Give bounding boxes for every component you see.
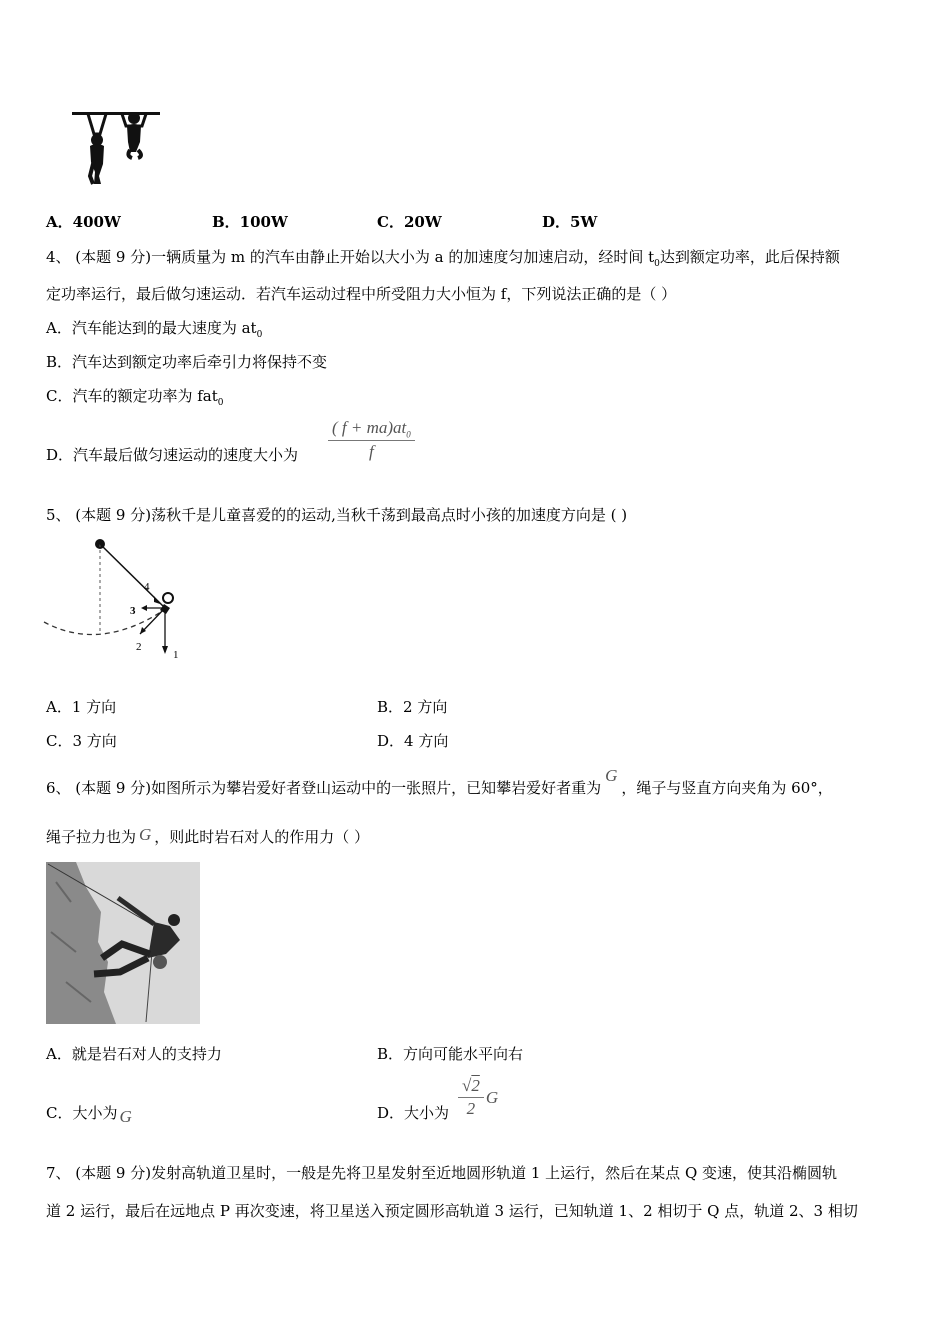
label-4: 4	[144, 581, 150, 593]
q3-option-b: B．100W	[212, 213, 288, 231]
q5-stem: 5、 (本题 9 分)荡秋千是儿童喜爱的的运动,当秋千荡到最高点时小孩的加速度方向是 ( )	[46, 506, 628, 524]
q6-stem-line1: 6、 (本题 9 分)如图所示为攀岩爱好者登山运动中的一张照片，已知攀岩爱好者重为G，绳子与竖直方向夹角为 60°，	[46, 766, 833, 797]
q7-stem-line1: 7、 (本题 9 分)发射高轨道卫星时，一般是先将卫星发射至近地圆形轨道 1 上运行，然后在某点 Q 变速，使其沿椭圆轨	[46, 1164, 838, 1182]
q4-option-b: B．汽车达到额定功率后牵引力将保持不变	[46, 353, 328, 371]
swing-diagram	[40, 534, 190, 664]
q5-option-d: D．4 方向	[377, 732, 449, 750]
q5-option-c: C．3 方向	[46, 732, 117, 750]
q5-option-a: A．1 方向	[46, 698, 117, 716]
q6-option-a: A．就是岩石对人的支持力	[46, 1045, 222, 1063]
q6-option-d: D．大小为	[377, 1104, 450, 1122]
q7-stem-line2: 道 2 运行，最后在远地点 P 再次变速，将卫星送入预定圆形高轨道 3 运行，已知轨道 1、2 相切于 Q 点，轨道 2、3 相切	[46, 1202, 858, 1220]
q6-option-d-expression: $\frac{√2}{2}$ G	[458, 1076, 498, 1119]
q6-option-c: C．大小为 G	[46, 1104, 132, 1126]
label-1: 1	[173, 649, 179, 661]
q3-option-c: C．20W	[377, 213, 442, 231]
q4-option-a: A．汽车能达到的最大速度为 $at_0$	[46, 319, 263, 340]
q4-option-d: D．汽车最后做匀速运动的速度大小为	[46, 446, 299, 464]
label-2: 2	[136, 641, 142, 653]
q4-option-d-fraction: $\frac{( f + ma)at_0}{f}$	[328, 418, 415, 462]
q5-option-b: B．2 方向	[377, 698, 448, 716]
q3-option-a: A．400W	[46, 213, 121, 231]
label-3: 3	[130, 605, 136, 617]
climber-photo	[46, 862, 200, 1024]
q6-stem-line2: 绳子拉力也为 G ，则此时岩石对人的作用力（ ）	[46, 825, 370, 846]
q4-stem-line2: 定功率运行，最后做匀速运动．若汽车运动过程中所受阻力大小恒为 f，下列说法正确的是（ ）	[46, 285, 677, 303]
q4-option-c: C．汽车的额定功率为 fat$_0$	[46, 387, 224, 408]
q6-option-b: B．方向可能水平向右	[377, 1045, 524, 1063]
q3-option-d: D．5W	[542, 213, 598, 231]
pullup-figure	[70, 100, 170, 190]
q4-stem-line1: 4、 (本题 9 分)一辆质量为 m 的汽车由静止开始以大小为 a 的加速度匀加速启动，经时间 $t_0$达到额定功率，此后保持额	[46, 248, 840, 269]
